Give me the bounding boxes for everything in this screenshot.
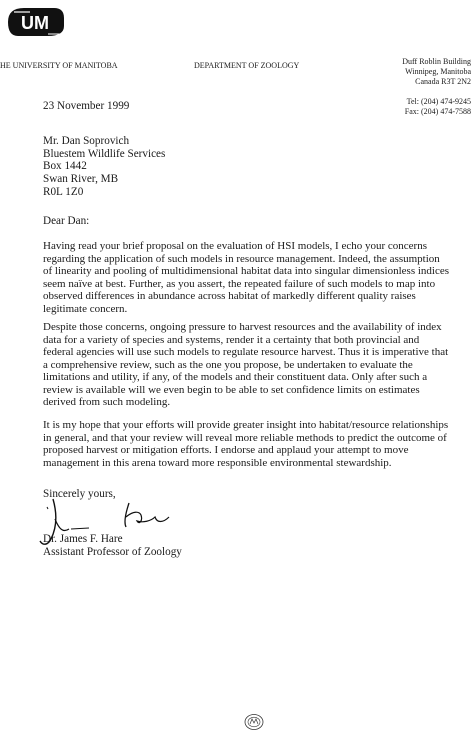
signer-name: Dr. James F. Hare — [43, 533, 123, 545]
paragraph-line: legitimate concern. — [43, 302, 128, 315]
paragraph-line: of linearity and pooling of multidimensional habitat data into singular dimensionless indices — [43, 265, 450, 277]
letter-date: 23 November 1999 — [43, 100, 130, 112]
address-line: Winnipeg, Manitoba — [405, 67, 471, 76]
paragraph-line: review is available will we even begin to be able to set confidence limits on estimates — [43, 383, 420, 396]
paragraph-line: limitations and utility, if any, of the models and their constituent data. Only after such a — [43, 371, 428, 383]
paragraph-line: data for a variety of species and systems, render it a certainty that both provincial and — [43, 333, 420, 346]
closing: Sincerely yours, — [43, 488, 116, 500]
university-logo — [4, 4, 66, 40]
signer-title: Assistant Professor of Zoology — [43, 546, 182, 558]
address-block — [397, 57, 471, 87]
address-line: Duff Roblin Building — [402, 57, 471, 66]
address-line: Canada R3T 2N2 — [415, 77, 471, 86]
recipient-line: Mr. Dan Soprovich — [43, 135, 130, 147]
recipient-address — [43, 135, 165, 199]
paragraph-line: observed differences in abundance across habitat of markedly different quality raises — [43, 290, 416, 302]
paragraph-line: seem naïve at best. Further, as you assert, the repeated failure of such models to map into — [43, 277, 436, 290]
footer-seal-icon — [243, 713, 265, 731]
body-paragraph-2 — [43, 321, 468, 409]
paragraph-line: proposed harvest or mitigation efforts. I endorse and applaud your attempt to move — [43, 444, 409, 456]
paragraph-line: derived from such modeling. — [43, 396, 171, 408]
salutation: Dear Dan: — [43, 215, 90, 227]
logo-emblem-icon — [4, 4, 66, 40]
paragraph-line: management in this arena toward more responsible environmental stewardship. — [43, 456, 392, 469]
body-paragraph-3 — [43, 419, 468, 469]
logo-text: UM — [21, 13, 49, 33]
recipient-line: R0L 1Z0 — [43, 185, 84, 198]
paragraph-line: a comprehensive review, such as the one you propose, be undertaken to evaluate the — [43, 358, 413, 371]
fax-number: Fax: (204) 474-7588 — [404, 107, 471, 116]
university-name: HE UNIVERSITY OF MANITOBA — [0, 61, 118, 70]
paragraph-line: Having read your brief proposal on the evaluation of HSI models, I echo your concerns — [43, 240, 427, 252]
recipient-line: Box 1442 — [43, 160, 87, 173]
department-name: DEPARTMENT OF ZOOLOGY — [194, 61, 300, 70]
paragraph-line: regarding the application of such models in resource management. Indeed, the assumption — [43, 252, 440, 265]
paragraph-line: in general, and that your review will reveal more reliable methods to predict the outcome of — [43, 431, 447, 444]
paragraph-line: Despite those concerns, ongoing pressure to harvest resources and the availability of index — [43, 321, 442, 333]
contact-block — [397, 97, 471, 117]
telephone-number: Tel: (204) 474-9245 — [406, 97, 471, 106]
body-paragraph-1 — [43, 240, 468, 315]
recipient-line: Swan River, MB — [43, 173, 119, 186]
paragraph-line: federal agencies will use such models to regulate resource harvest. Thus it is imperative that — [43, 346, 449, 358]
recipient-line: Bluestem Wildlife Services — [43, 147, 166, 160]
paragraph-line: It is my hope that your efforts will provide greater insight into habitat/resource relationships — [43, 419, 449, 431]
